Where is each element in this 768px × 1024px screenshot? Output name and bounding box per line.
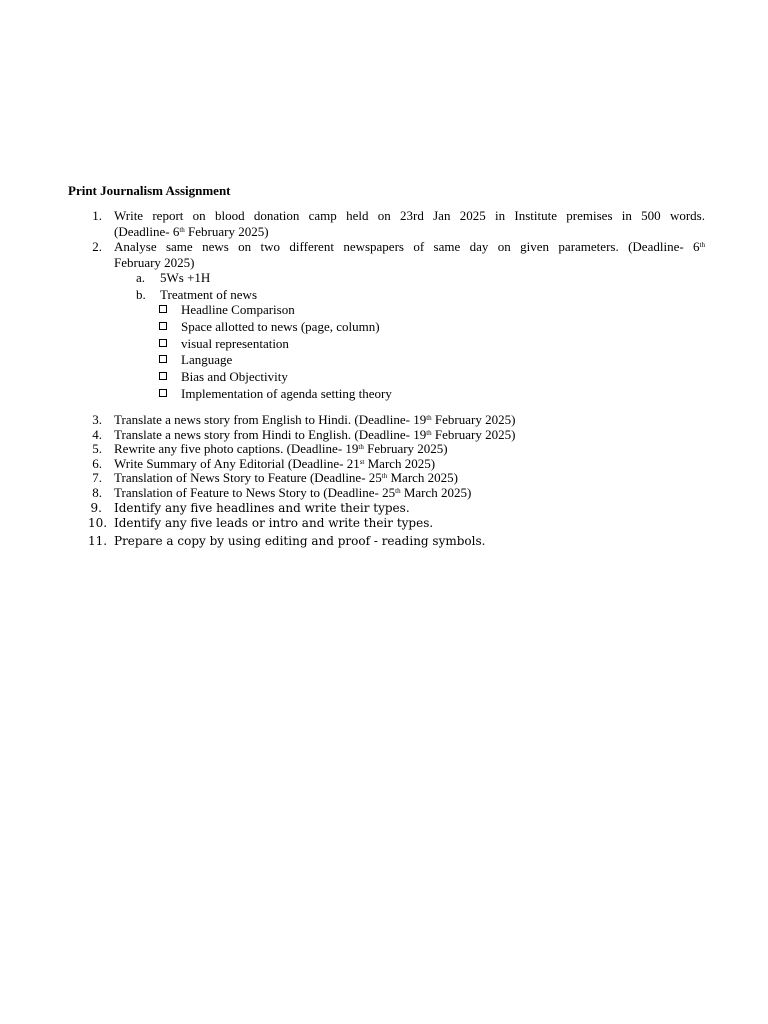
item-text: Translation of Feature to News Story to (Deadline- 25th March 2025) bbox=[114, 485, 472, 500]
item-text-line2: February 2025) bbox=[114, 255, 195, 270]
item-number: 11. bbox=[88, 534, 108, 548]
item-number: 10. bbox=[88, 516, 108, 530]
square-bullet-icon bbox=[159, 355, 167, 363]
item-number: 2. bbox=[92, 239, 102, 254]
item-text: Identify any five headlines and write their types. bbox=[114, 501, 410, 515]
sub-item-b bbox=[136, 287, 257, 303]
item-text-line2: (Deadline- 6th February 2025) bbox=[114, 224, 269, 239]
square-bullet-icon bbox=[159, 339, 167, 347]
list-item-3 bbox=[88, 412, 705, 428]
sub-item-letter: b. bbox=[136, 287, 146, 302]
item-text: Translate a news story from English to Hindi. (Deadline- 19th February 2025) bbox=[114, 412, 516, 427]
sub-item-letter: a. bbox=[136, 270, 146, 285]
item-text: Identify any five leads or intro and write their types. bbox=[114, 516, 434, 530]
list-item-5 bbox=[88, 441, 705, 457]
item-text: Translation of News Story to Feature (Deadline- 25th March 2025) bbox=[114, 470, 458, 485]
sub-item-label: Treatment of news bbox=[160, 287, 258, 302]
item-number: 4. bbox=[92, 427, 102, 442]
item-number: 7. bbox=[92, 470, 102, 485]
sub-item-label: 5Ws +1H bbox=[160, 270, 211, 285]
item-text-line1: Write report on blood donation camp held on 23rd Jan 2025 in Institute premises in 500 words. bbox=[114, 208, 705, 223]
item-number: 9. bbox=[90, 501, 102, 515]
list-item-1 bbox=[88, 208, 705, 240]
assignment-title: Print Journalism Assignment bbox=[68, 183, 231, 198]
square-bullet-icon bbox=[159, 322, 167, 330]
list-item-8 bbox=[88, 485, 705, 501]
list-item-2 bbox=[88, 239, 705, 271]
sub-item-a bbox=[136, 270, 210, 286]
list-item-7 bbox=[88, 470, 705, 486]
bullet-item: Bias and Objectivity bbox=[159, 369, 288, 385]
list-item-9 bbox=[88, 500, 705, 516]
item-number: 5. bbox=[92, 441, 102, 456]
bullet-item: visual representation bbox=[159, 336, 289, 352]
bullet-item: Space allotted to news (page, column) bbox=[159, 319, 380, 335]
item-text-line1: Analyse same news on two different newspapers of same day on given parameters. (Deadline- 6th bbox=[114, 239, 705, 254]
square-bullet-icon bbox=[159, 372, 167, 380]
list-item-11 bbox=[88, 533, 705, 549]
item-text: Translate a news story from Hindi to English. (Deadline- 19th February 2025) bbox=[114, 427, 516, 442]
item-number: 8. bbox=[92, 485, 102, 500]
bullet-item: Language bbox=[159, 352, 232, 368]
item-number: 6. bbox=[92, 456, 102, 471]
bullet-item: Headline Comparison bbox=[159, 302, 295, 318]
item-text: Write Summary of Any Editorial (Deadline- 21st March 2025) bbox=[114, 456, 436, 471]
square-bullet-icon bbox=[159, 389, 167, 397]
bullet-item: Implementation of agenda setting theory bbox=[159, 386, 392, 402]
item-text: Rewrite any five photo captions. (Deadline- 19th February 2025) bbox=[114, 441, 448, 456]
square-bullet-icon bbox=[159, 305, 167, 313]
list-item-10 bbox=[88, 515, 705, 531]
item-text: Prepare a copy by using editing and proof - reading symbols. bbox=[114, 534, 486, 548]
item-number: 1. bbox=[92, 208, 102, 223]
item-number: 3. bbox=[92, 412, 102, 427]
